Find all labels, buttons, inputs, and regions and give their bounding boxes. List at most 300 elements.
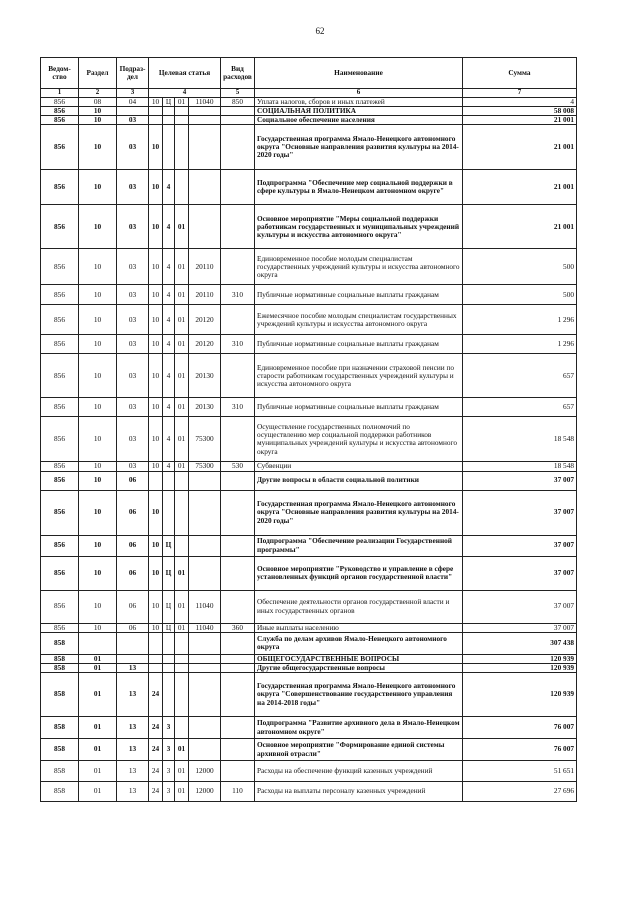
sum-cell: 58 008: [463, 107, 577, 116]
target-program-cell: [149, 107, 163, 116]
expense-type-cell: [221, 354, 255, 398]
expense-type-cell: 310: [221, 398, 255, 417]
target-event-cell: 01: [175, 249, 189, 285]
vedomstvo-cell: 858: [41, 739, 79, 761]
podrazdel-cell: 13: [117, 663, 149, 672]
target-direction-cell: 20110: [189, 285, 221, 305]
target-direction-cell: [189, 471, 221, 490]
expense-type-cell: 530: [221, 462, 255, 471]
expense-type-cell: [221, 590, 255, 623]
target-direction-cell: 20110: [189, 249, 221, 285]
index-cell: 6: [255, 89, 463, 98]
sum-cell: 76 007: [463, 739, 577, 761]
name-cell: Ежемесячное пособие молодым специалистам государственных учреждений культуры и искусства автономного округа: [255, 305, 463, 335]
target-subprogram-cell: [163, 116, 175, 125]
target-program-cell: 10: [149, 398, 163, 417]
table-row: [41, 107, 577, 116]
target-program-cell: 10: [149, 556, 163, 590]
vedomstvo-cell: 856: [41, 590, 79, 623]
target-event-cell: 01: [175, 335, 189, 354]
index-cell: 2: [79, 89, 117, 98]
expense-type-cell: [221, 249, 255, 285]
podrazdel-cell: 13: [117, 673, 149, 717]
table-row: [41, 125, 577, 170]
podrazdel-cell: 03: [117, 249, 149, 285]
target-subprogram-cell: 4: [163, 417, 175, 462]
name-cell: Единовременное пособие при назначении страховой пенсии по старости работникам государственных учреждений культуры и искусства автономного округа: [255, 354, 463, 398]
table-row: [41, 398, 577, 417]
target-event-cell: 01: [175, 398, 189, 417]
podrazdel-cell: 13: [117, 782, 149, 802]
sum-cell: 657: [463, 398, 577, 417]
podrazdel-cell: 03: [117, 398, 149, 417]
sum-cell: 21 001: [463, 116, 577, 125]
razdel-cell: 10: [79, 556, 117, 590]
target-event-cell: [175, 654, 189, 663]
col-header-vedomstvo: Ведом-ство: [41, 58, 79, 89]
table-row: [41, 739, 577, 761]
expense-type-cell: [221, 490, 255, 535]
expense-type-cell: [221, 673, 255, 717]
table-row: [41, 535, 577, 556]
sum-cell: 37 007: [463, 535, 577, 556]
sum-cell: 1 296: [463, 335, 577, 354]
razdel-cell: 10: [79, 535, 117, 556]
table-row: [41, 590, 577, 623]
name-cell: Основное мероприятие "Формирование единой системы архивной отрасли": [255, 739, 463, 761]
target-subprogram-cell: Ц: [163, 97, 175, 106]
expense-type-cell: 310: [221, 285, 255, 305]
sum-cell: 120 939: [463, 654, 577, 663]
razdel-cell: 10: [79, 462, 117, 471]
razdel-cell: 10: [79, 490, 117, 535]
vedomstvo-cell: 856: [41, 535, 79, 556]
sum-cell: 21 001: [463, 205, 577, 249]
target-direction-cell: 12000: [189, 782, 221, 802]
razdel-cell: 10: [79, 398, 117, 417]
name-cell: Государственная программа Ямало-Ненецкого автономного округа "Совершенствование государственного управления на 2014-2018 годы": [255, 673, 463, 717]
vedomstvo-cell: 858: [41, 761, 79, 782]
vedomstvo-cell: 856: [41, 170, 79, 205]
target-program-cell: 10: [149, 97, 163, 106]
podrazdel-cell: 03: [117, 335, 149, 354]
razdel-cell: 10: [79, 125, 117, 170]
table-row: [41, 417, 577, 462]
target-subprogram-cell: [163, 490, 175, 535]
vedomstvo-cell: 856: [41, 490, 79, 535]
header-row: [41, 58, 577, 89]
target-subprogram-cell: 3: [163, 739, 175, 761]
target-event-cell: [175, 632, 189, 654]
sum-cell: 120 939: [463, 673, 577, 717]
target-subprogram-cell: [163, 107, 175, 116]
name-cell: Расходы на обеспечение функций казенных учреждений: [255, 761, 463, 782]
vedomstvo-cell: 858: [41, 782, 79, 802]
vedomstvo-cell: 856: [41, 471, 79, 490]
target-direction-cell: [189, 739, 221, 761]
expense-type-cell: [221, 170, 255, 205]
target-event-cell: 01: [175, 305, 189, 335]
sum-cell: 37 007: [463, 590, 577, 623]
razdel-cell: 01: [79, 673, 117, 717]
target-subprogram-cell: 3: [163, 782, 175, 802]
target-subprogram-cell: Ц: [163, 535, 175, 556]
razdel-cell: 08: [79, 97, 117, 106]
name-cell: Осуществление государственных полномочий по осуществлению мер социальной поддержки работников муниципальных учреждений культуры и искусства автономного округа: [255, 417, 463, 462]
target-direction-cell: [189, 663, 221, 672]
target-direction-cell: 20120: [189, 305, 221, 335]
name-cell: Публичные нормативные социальные выплаты гражданам: [255, 335, 463, 354]
razdel-cell: 10: [79, 305, 117, 335]
target-event-cell: [175, 125, 189, 170]
target-direction-cell: [189, 170, 221, 205]
podrazdel-cell: [117, 654, 149, 663]
table-row: [41, 623, 577, 632]
target-event-cell: 01: [175, 97, 189, 106]
sum-cell: 51 651: [463, 761, 577, 782]
name-cell: Государственная программа Ямало-Ненецкого автономного округа "Основные направления развития культуры на 2014-2020 годы": [255, 125, 463, 170]
sum-cell: 307 438: [463, 632, 577, 654]
expense-type-cell: [221, 305, 255, 335]
vedomstvo-cell: 856: [41, 205, 79, 249]
razdel-cell: 01: [79, 782, 117, 802]
target-event-cell: 01: [175, 590, 189, 623]
target-direction-cell: 11040: [189, 623, 221, 632]
name-cell: Основное мероприятие "Меры социальной поддержки работникам государственных и муниципальных учреждений культуры и искусства автономного округа": [255, 205, 463, 249]
podrazdel-cell: 03: [117, 125, 149, 170]
name-cell: Расходы на выплаты персоналу казенных учреждений: [255, 782, 463, 802]
target-program-cell: 10: [149, 462, 163, 471]
vedomstvo-cell: 856: [41, 462, 79, 471]
target-subprogram-cell: Ц: [163, 556, 175, 590]
expense-type-cell: [221, 556, 255, 590]
target-direction-cell: 20130: [189, 398, 221, 417]
expense-type-cell: [221, 535, 255, 556]
target-subprogram-cell: 4: [163, 285, 175, 305]
table-row: [41, 556, 577, 590]
name-cell: Подпрограмма "Обеспечение мер социальной поддержки в сфере культуры в Ямало-Ненецком автономном округе": [255, 170, 463, 205]
target-direction-cell: [189, 717, 221, 739]
table-row: [41, 285, 577, 305]
podrazdel-cell: 06: [117, 535, 149, 556]
podrazdel-cell: 03: [117, 205, 149, 249]
target-program-cell: 10: [149, 535, 163, 556]
vedomstvo-cell: 856: [41, 556, 79, 590]
name-cell: Иные выплаты населению: [255, 623, 463, 632]
vedomstvo-cell: 858: [41, 673, 79, 717]
target-subprogram-cell: 4: [163, 398, 175, 417]
podrazdel-cell: 03: [117, 116, 149, 125]
target-direction-cell: 20130: [189, 354, 221, 398]
page-number: 62: [315, 26, 325, 36]
expense-type-cell: [221, 739, 255, 761]
razdel-cell: 10: [79, 205, 117, 249]
sum-cell: 1 296: [463, 305, 577, 335]
target-event-cell: 01: [175, 739, 189, 761]
podrazdel-cell: 06: [117, 556, 149, 590]
table-row: [41, 717, 577, 739]
target-direction-cell: 75300: [189, 417, 221, 462]
target-event-cell: 01: [175, 417, 189, 462]
target-program-cell: 10: [149, 490, 163, 535]
target-direction-cell: [189, 490, 221, 535]
podrazdel-cell: 06: [117, 590, 149, 623]
expense-type-cell: 310: [221, 335, 255, 354]
expense-type-cell: 360: [221, 623, 255, 632]
razdel-cell: 01: [79, 739, 117, 761]
name-cell: ОБЩЕГОСУДАРСТВЕННЫЕ ВОПРОСЫ: [255, 654, 463, 663]
razdel-cell: 01: [79, 717, 117, 739]
target-subprogram-cell: 3: [163, 717, 175, 739]
sum-cell: 37 007: [463, 471, 577, 490]
name-cell: Публичные нормативные социальные выплаты гражданам: [255, 285, 463, 305]
target-event-cell: 01: [175, 556, 189, 590]
target-program-cell: 24: [149, 673, 163, 717]
target-direction-cell: 11040: [189, 97, 221, 106]
razdel-cell: [79, 632, 117, 654]
name-cell: Субвенции: [255, 462, 463, 471]
table-row: [41, 249, 577, 285]
target-subprogram-cell: [163, 471, 175, 490]
target-event-cell: [175, 116, 189, 125]
target-direction-cell: 75300: [189, 462, 221, 471]
table-row: [41, 305, 577, 335]
name-cell: Государственная программа Ямало-Ненецкого автономного округа "Основные направления развития культуры на 2014-2020 годы": [255, 490, 463, 535]
vedomstvo-cell: 858: [41, 717, 79, 739]
razdel-cell: 10: [79, 590, 117, 623]
target-program-cell: [149, 116, 163, 125]
target-program-cell: [149, 663, 163, 672]
name-cell: Социальное обеспечение населения: [255, 116, 463, 125]
target-event-cell: 01: [175, 285, 189, 305]
target-event-cell: 01: [175, 623, 189, 632]
table-row: [41, 170, 577, 205]
vedomstvo-cell: 856: [41, 125, 79, 170]
vedomstvo-cell: 856: [41, 305, 79, 335]
expense-type-cell: 850: [221, 97, 255, 106]
razdel-cell: 10: [79, 417, 117, 462]
table-row: [41, 490, 577, 535]
table-row: [41, 462, 577, 471]
target-direction-cell: 12000: [189, 761, 221, 782]
razdel-cell: 01: [79, 761, 117, 782]
podrazdel-cell: 03: [117, 417, 149, 462]
col-header-vid: Вид расходов: [221, 58, 255, 89]
razdel-cell: 01: [79, 654, 117, 663]
expense-type-cell: [221, 417, 255, 462]
target-event-cell: 01: [175, 761, 189, 782]
name-cell: Подпрограмма "Развитие архивного дела в Ямало-Ненецком автономном округе": [255, 717, 463, 739]
target-program-cell: 10: [149, 305, 163, 335]
table-row: [41, 632, 577, 654]
name-cell: СОЦИАЛЬНАЯ ПОЛИТИКА: [255, 107, 463, 116]
name-cell: Другие вопросы в области социальной политики: [255, 471, 463, 490]
target-direction-cell: [189, 205, 221, 249]
target-subprogram-cell: [163, 663, 175, 672]
target-program-cell: [149, 632, 163, 654]
vedomstvo-cell: 856: [41, 107, 79, 116]
col-header-celevaya: Целевая статья: [149, 58, 221, 89]
vedomstvo-cell: 856: [41, 116, 79, 125]
target-direction-cell: 20120: [189, 335, 221, 354]
podrazdel-cell: 13: [117, 739, 149, 761]
target-subprogram-cell: [163, 125, 175, 170]
vedomstvo-cell: 858: [41, 663, 79, 672]
vedomstvo-cell: 858: [41, 654, 79, 663]
target-subprogram-cell: 4: [163, 462, 175, 471]
table-row: [41, 335, 577, 354]
target-event-cell: 01: [175, 462, 189, 471]
target-event-cell: 01: [175, 205, 189, 249]
sum-cell: 4: [463, 97, 577, 106]
vedomstvo-cell: 856: [41, 398, 79, 417]
sum-cell: 500: [463, 285, 577, 305]
target-program-cell: [149, 654, 163, 663]
target-event-cell: [175, 717, 189, 739]
vedomstvo-cell: 856: [41, 97, 79, 106]
expense-type-cell: [221, 663, 255, 672]
expense-type-cell: [221, 471, 255, 490]
expense-type-cell: 110: [221, 782, 255, 802]
vedomstvo-cell: 856: [41, 354, 79, 398]
target-direction-cell: [189, 116, 221, 125]
target-direction-cell: [189, 125, 221, 170]
razdel-cell: 01: [79, 663, 117, 672]
target-program-cell: 10: [149, 335, 163, 354]
sum-cell: 120 939: [463, 663, 577, 672]
sum-cell: 76 007: [463, 717, 577, 739]
target-program-cell: 10: [149, 125, 163, 170]
target-subprogram-cell: [163, 632, 175, 654]
sum-cell: 37 007: [463, 556, 577, 590]
expense-type-cell: [221, 761, 255, 782]
target-program-cell: 10: [149, 170, 163, 205]
col-header-name: Наименование: [255, 58, 463, 89]
target-event-cell: [175, 663, 189, 672]
index-cell: 7: [463, 89, 577, 98]
table-row: [41, 97, 577, 106]
target-event-cell: 01: [175, 354, 189, 398]
razdel-cell: 10: [79, 335, 117, 354]
expense-type-cell: [221, 205, 255, 249]
podrazdel-cell: 03: [117, 354, 149, 398]
target-program-cell: 24: [149, 782, 163, 802]
sum-cell: 37 007: [463, 623, 577, 632]
podrazdel-cell: 06: [117, 471, 149, 490]
name-cell: Публичные нормативные социальные выплаты гражданам: [255, 398, 463, 417]
sum-cell: 500: [463, 249, 577, 285]
expense-type-cell: [221, 717, 255, 739]
podrazdel-cell: 03: [117, 170, 149, 205]
razdel-cell: 10: [79, 107, 117, 116]
table-row: [41, 673, 577, 717]
table-row: [41, 761, 577, 782]
target-subprogram-cell: 4: [163, 305, 175, 335]
name-cell: Уплата налогов, сборов и иных платежей: [255, 97, 463, 106]
target-event-cell: [175, 471, 189, 490]
expense-type-cell: [221, 125, 255, 170]
table-row: [41, 663, 577, 672]
sum-cell: 21 001: [463, 125, 577, 170]
podrazdel-cell: 03: [117, 285, 149, 305]
target-direction-cell: [189, 654, 221, 663]
name-cell: Единовременное пособие молодым специалистам государственных учреждений культуры и искусства автономного округа: [255, 249, 463, 285]
index-cell: 4: [149, 89, 221, 98]
razdel-cell: 10: [79, 354, 117, 398]
target-subprogram-cell: 4: [163, 335, 175, 354]
razdel-cell: 10: [79, 116, 117, 125]
target-event-cell: [175, 490, 189, 535]
name-cell: Служба по делам архивов Ямало-Ненецкого автономного округа: [255, 632, 463, 654]
podrazdel-cell: 03: [117, 462, 149, 471]
razdel-cell: 10: [79, 170, 117, 205]
target-program-cell: 24: [149, 717, 163, 739]
target-subprogram-cell: 4: [163, 354, 175, 398]
sum-cell: 37 007: [463, 490, 577, 535]
target-event-cell: 01: [175, 782, 189, 802]
target-subprogram-cell: Ц: [163, 623, 175, 632]
expense-type-cell: [221, 116, 255, 125]
table-row: [41, 116, 577, 125]
razdel-cell: 10: [79, 471, 117, 490]
name-cell: Основное мероприятие "Руководство и управление в сфере установленных функций органов государственной власти": [255, 556, 463, 590]
vedomstvo-cell: 856: [41, 249, 79, 285]
target-direction-cell: [189, 535, 221, 556]
sum-cell: 27 696: [463, 782, 577, 802]
podrazdel-cell: 03: [117, 305, 149, 335]
target-subprogram-cell: 4: [163, 205, 175, 249]
target-program-cell: 24: [149, 761, 163, 782]
target-event-cell: [175, 107, 189, 116]
target-subprogram-cell: [163, 673, 175, 717]
table-row: [41, 782, 577, 802]
sum-cell: 18 548: [463, 417, 577, 462]
target-direction-cell: 11040: [189, 590, 221, 623]
sum-cell: 657: [463, 354, 577, 398]
target-program-cell: 10: [149, 590, 163, 623]
podrazdel-cell: 13: [117, 717, 149, 739]
target-event-cell: [175, 673, 189, 717]
target-event-cell: [175, 170, 189, 205]
vedomstvo-cell: 856: [41, 285, 79, 305]
table-row: [41, 354, 577, 398]
razdel-cell: 10: [79, 623, 117, 632]
vedomstvo-cell: 856: [41, 623, 79, 632]
col-header-razdel: Раздел: [79, 58, 117, 89]
name-cell: Обеспечение деятельности органов государственной власти и иных государственных органов: [255, 590, 463, 623]
col-header-podrazdel: Подраз-дел: [117, 58, 149, 89]
index-cell: 5: [221, 89, 255, 98]
vedomstvo-cell: 856: [41, 335, 79, 354]
table-row: [41, 654, 577, 663]
sum-cell: 21 001: [463, 170, 577, 205]
podrazdel-cell: 06: [117, 623, 149, 632]
budget-table: [40, 57, 577, 802]
podrazdel-cell: [117, 107, 149, 116]
target-program-cell: 10: [149, 249, 163, 285]
target-program-cell: 10: [149, 623, 163, 632]
podrazdel-cell: [117, 632, 149, 654]
target-program-cell: 10: [149, 205, 163, 249]
razdel-cell: 10: [79, 285, 117, 305]
podrazdel-cell: 06: [117, 490, 149, 535]
target-subprogram-cell: 4: [163, 170, 175, 205]
podrazdel-cell: 13: [117, 761, 149, 782]
table-row: [41, 471, 577, 490]
target-event-cell: [175, 535, 189, 556]
target-subprogram-cell: 4: [163, 249, 175, 285]
sum-cell: 18 548: [463, 462, 577, 471]
